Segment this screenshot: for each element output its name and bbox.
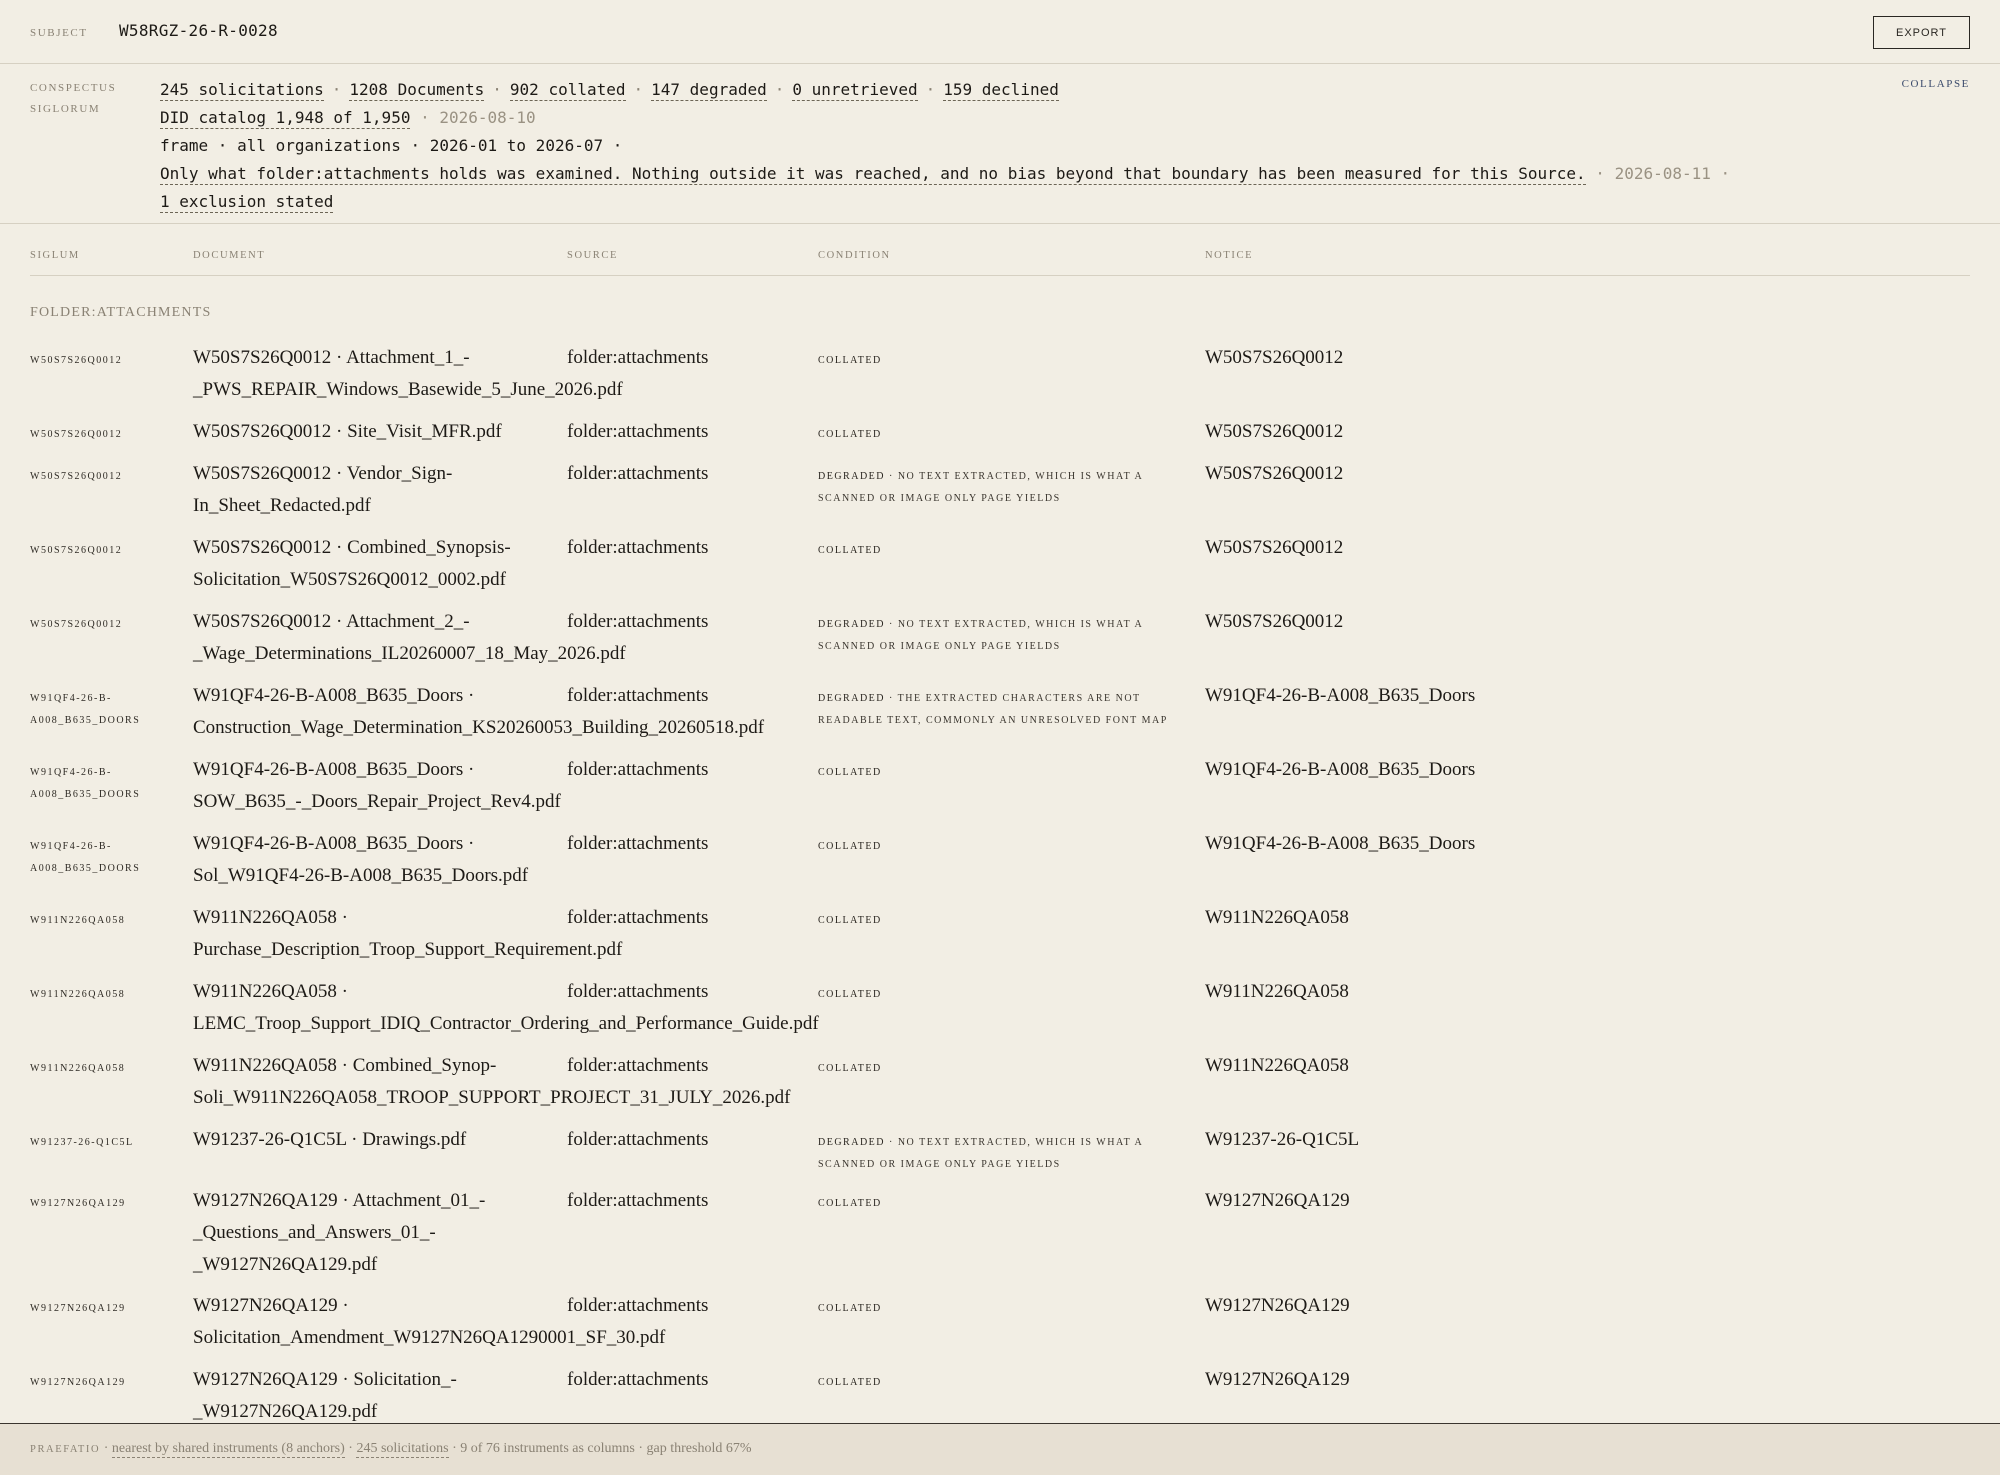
document-name-line: W91QF4-26-B-A008_B635_Doors · [193,759,475,780]
stat-unretrieved[interactable]: 0 unretrieved [792,80,918,99]
condition-status: DEGRADED [818,1137,885,1148]
siglum-cell [30,836,180,880]
condition-status: COLLATED [818,841,882,852]
notice-cell[interactable]: W91QF4-26-B-A008_B635_Doors [1205,759,1476,780]
notice-cell[interactable]: W50S7S26Q0012 [1205,537,1344,558]
export-button[interactable]: EXPORT [1873,16,1970,49]
column-header-notice: NOTICE [1205,250,1254,261]
document-name-line: Solicitation_W50S7S26Q0012_0002.pdf [193,569,506,590]
condition-status: COLLATED [818,355,882,366]
notice-cell[interactable]: W9127N26QA129 [1205,1369,1350,1390]
document-cell[interactable] [193,902,623,966]
siglum-cell [30,350,180,372]
siglum-cell [30,1058,180,1080]
source-cell: folder:attachments [567,907,709,928]
siglum-cell [30,614,180,636]
siglum-cell [30,1298,180,1320]
stats-line: 245 solicitations · 1208 Documents · 902 collated · 147 degraded · 0 unretrieved · 159 declined [160,80,1059,99]
condition-status: DEGRADED [818,619,885,630]
document-name-line: W91QF4-26-B-A008_B635_Doors · [193,833,475,854]
condition-cell [818,910,1188,932]
document-name-line: SOW_B635_-_Doors_Repair_Project_Rev4.pdf [193,791,561,812]
document-cell[interactable] [193,1124,563,1156]
condition-cell [818,1298,1188,1320]
condition-cell [818,984,1188,1006]
document-cell[interactable] [193,976,873,1040]
siglum-line: W91237-26-Q1C5L [30,1137,134,1148]
notice-cell[interactable]: W9127N26QA129 [1205,1190,1350,1211]
source-cell: folder:attachments [567,421,709,442]
condition-note: · NO TEXT EXTRACTED, WHICH IS WHAT A [885,619,1144,630]
scope-date: · 2026-08-11 · [1595,164,1731,183]
condition-cell [818,350,1188,372]
siglum-line: W911N226QA058 [30,915,126,926]
condition-status: COLLATED [818,989,882,1000]
document-name-line: W911N226QA058 · [193,981,348,1002]
document-name-line: In_Sheet_Redacted.pdf [193,495,371,516]
document-name-line: LEMC_Troop_Support_IDIQ_Contractor_Ordering_and_Performance_Guide.pdf [193,1013,819,1034]
document-name-line: _Questions_and_Answers_01_- [193,1222,436,1243]
conspectus-panel [0,64,2000,224]
document-cell[interactable] [193,1290,873,1354]
document-cell[interactable] [193,680,873,744]
document-cell[interactable] [193,416,563,448]
notice-cell[interactable]: W9127N26QA129 [1205,1295,1350,1316]
condition-note-2: SCANNED OR IMAGE ONLY PAGE YIELDS [818,1159,1061,1170]
source-cell: folder:attachments [567,537,709,558]
stat-solicitations[interactable]: 245 solicitations [160,80,324,99]
footer-label: PRAEFATIO [30,1444,101,1455]
notice-cell[interactable]: W91QF4-26-B-A008_B635_Doors [1205,685,1476,706]
source-cell: folder:attachments [567,833,709,854]
notice-cell[interactable]: W911N226QA058 [1205,981,1349,1002]
catalog-link[interactable]: DID catalog 1,948 of 1,950 [160,108,411,127]
condition-note-2: READABLE TEXT, COMMONLY AN UNRESOLVED FONT MAP [818,715,1168,726]
document-name-line: W50S7S26Q0012 · Combined_Synopsis- [193,537,511,558]
condition-status: COLLATED [818,1377,882,1388]
source-cell: folder:attachments [567,347,709,368]
document-name-line: W9127N26QA129 · Solicitation_- [193,1369,457,1390]
stat-collated[interactable]: 902 collated [509,80,626,99]
notice-cell[interactable]: W91237-26-Q1C5L [1205,1129,1360,1150]
condition-cell [818,762,1188,784]
siglum-cell [30,466,180,488]
siglum-line: W50S7S26Q0012 [30,471,123,482]
scope-note[interactable]: Only what folder:attachments holds was examined. Nothing outside it was reached, and no bias beyond that boundary has been measured for this Source. [160,164,1586,183]
source-cell: folder:attachments [567,759,709,780]
siglum-cell [30,540,180,562]
notice-cell[interactable]: W50S7S26Q0012 [1205,611,1344,632]
condition-note-2: SCANNED OR IMAGE ONLY PAGE YIELDS [818,641,1061,652]
condition-status: COLLATED [818,1198,882,1209]
conspectus-label-line2: SIGLORUM [30,103,101,115]
source-cell: folder:attachments [567,1055,709,1076]
condition-status: COLLATED [818,915,882,926]
condition-note-2: SCANNED OR IMAGE ONLY PAGE YIELDS [818,493,1061,504]
subject-label: SUBJECT [30,27,88,39]
siglum-line: W91QF4-26-B- [30,767,112,778]
condition-cell [818,1372,1188,1394]
condition-note: · THE EXTRACTED CHARACTERS ARE NOT [885,693,1141,704]
condition-cell [818,1193,1188,1215]
collapse-button[interactable]: COLLAPSE [1901,78,1970,90]
siglum-line: W50S7S26Q0012 [30,619,123,630]
document-name-line: Soli_W911N226QA058_TROOP_SUPPORT_PROJECT_31_JULY_2026.pdf [193,1087,791,1108]
notice-cell[interactable]: W50S7S26Q0012 [1205,463,1344,484]
condition-status: DEGRADED [818,471,885,482]
footer-sep-2: · [348,1441,353,1456]
condition-cell [818,424,1188,446]
condition-status: COLLATED [818,545,882,556]
siglum-line: W50S7S26Q0012 [30,545,123,556]
document-name-line: W50S7S26Q0012 · Site_Visit_MFR.pdf [193,421,502,442]
document-name-line: _PWS_REPAIR_Windows_Basewide_5_June_2026.pdf [193,379,623,400]
footer-sep: · [103,1441,109,1456]
document-cell[interactable] [193,1050,873,1114]
conspectus-label-line1: CONSPECTUS [30,82,117,94]
condition-cell [818,614,1188,658]
condition-status: COLLATED [818,1063,882,1074]
document-cell[interactable] [193,342,623,406]
siglum-cell [30,1193,180,1215]
footer-solicitations-link[interactable]: 245 solicitations [356,1441,449,1456]
siglum-cell [30,762,180,806]
document-name-line: _W9127N26QA129.pdf [193,1254,378,1275]
document-cell[interactable] [193,606,626,670]
siglum-line-2: A008_B635_DOORS [30,715,141,726]
document-name-line: Sol_W91QF4-26-B-A008_B635_Doors.pdf [193,865,529,886]
siglum-line: W50S7S26Q0012 [30,355,123,366]
document-name-line: W50S7S26Q0012 · Vendor_Sign- [193,463,453,484]
footer-nearest-link[interactable]: nearest by shared instruments (8 anchors) [111,1441,345,1456]
document-name-line: W91237-26-Q1C5L · Drawings.pdf [193,1129,467,1150]
notice-cell[interactable]: W91QF4-26-B-A008_B635_Doors [1205,833,1476,854]
siglum-cell [30,1372,180,1394]
document-name-line: Construction_Wage_Determination_KS20260053_Building_20260518.pdf [193,717,765,738]
stat-documents[interactable]: 1208 Documents [349,80,485,99]
siglum-line: W91QF4-26-B- [30,841,112,852]
conspectus-body [160,76,1730,216]
catalog-date: · 2026-08-10 [420,108,536,127]
subject-value: W58RGZ-26-R-0028 [119,21,278,40]
document-cell[interactable] [193,1364,563,1428]
group-label: FOLDER:ATTACHMENTS [30,305,212,320]
exclusions-line [160,188,1730,216]
conspectus-label [30,78,116,120]
catalog-line [160,104,1730,132]
siglum-cell [30,688,180,732]
exclusions-link[interactable]: 1 exclusion stated [160,192,334,211]
siglum-line: W9127N26QA129 [30,1198,126,1209]
stat-declined[interactable]: 159 declined [943,80,1059,99]
column-header-condition: CONDITION [818,250,891,261]
siglum-line: W911N226QA058 [30,989,126,1000]
siglum-cell [30,984,180,1006]
notice-cell[interactable]: W50S7S26Q0012 [1205,421,1344,442]
document-cell[interactable] [193,828,563,892]
column-header-source: SOURCE [567,250,619,261]
condition-cell [818,1132,1188,1176]
document-name-line: W9127N26QA129 · [193,1295,349,1316]
document-name-line: _W9127N26QA129.pdf [193,1401,378,1422]
condition-note: · NO TEXT EXTRACTED, WHICH IS WHAT A [885,471,1144,482]
condition-cell [818,1058,1188,1080]
siglum-line-2: A008_B635_DOORS [30,789,141,800]
document-cell[interactable] [193,754,563,818]
column-header-document: DOCUMENT [193,250,266,261]
condition-cell [818,836,1188,858]
notice-cell[interactable]: W50S7S26Q0012 [1205,347,1344,368]
siglum-line: W9127N26QA129 [30,1303,126,1314]
siglum-cell [30,910,180,932]
siglum-line-2: A008_B635_DOORS [30,863,141,874]
notice-cell[interactable]: W911N226QA058 [1205,907,1349,928]
document-cell[interactable] [193,532,563,596]
condition-status: DEGRADED [818,693,885,704]
condition-cell [818,466,1188,510]
condition-cell [818,540,1188,562]
source-cell: folder:attachments [567,1129,709,1150]
document-name-line: W911N226QA058 · Combined_Synop- [193,1055,497,1076]
source-cell: folder:attachments [567,981,709,1002]
siglum-line: W50S7S26Q0012 [30,429,123,440]
document-name-line: _Wage_Determinations_IL20260007_18_May_2026.pdf [193,643,626,664]
source-cell: folder:attachments [567,1190,709,1211]
frame-line: frame · all organizations · 2026-01 to 2026-07 · [160,136,623,155]
footer-rest: · 9 of 76 instruments as columns · gap threshold 67% [452,1441,752,1456]
source-cell: folder:attachments [567,1295,709,1316]
stat-degraded[interactable]: 147 degraded [651,80,767,99]
subject-header [0,0,2000,64]
source-cell: folder:attachments [567,611,709,632]
condition-status: COLLATED [818,429,882,440]
source-cell: folder:attachments [567,463,709,484]
siglum-cell [30,1132,180,1154]
table-header [30,224,1970,276]
document-name-line: W9127N26QA129 · Attachment_01_- [193,1190,486,1211]
document-name-line: Purchase_Description_Troop_Support_Requirement.pdf [193,939,623,960]
document-name-line: W91QF4-26-B-A008_B635_Doors · [193,685,475,706]
condition-status: COLLATED [818,767,882,778]
siglum-line: W91QF4-26-B- [30,693,112,704]
document-name-line: W50S7S26Q0012 · Attachment_1_- [193,347,470,368]
condition-cell [818,688,1188,732]
column-header-siglum: SIGLUM [30,250,80,261]
scope-line [160,160,1730,188]
document-cell[interactable] [193,458,563,522]
siglum-cell [30,424,180,446]
source-cell: folder:attachments [567,685,709,706]
document-cell[interactable] [193,1185,563,1281]
siglum-line: W9127N26QA129 [30,1377,126,1388]
condition-status: COLLATED [818,1303,882,1314]
document-name-line: W911N226QA058 · [193,907,348,928]
siglum-line: W911N226QA058 [30,1063,126,1074]
document-name-line: Solicitation_Amendment_W9127N26QA1290001_SF_30.pdf [193,1327,666,1348]
notice-cell[interactable]: W911N226QA058 [1205,1055,1349,1076]
source-cell: folder:attachments [567,1369,709,1390]
condition-note: · NO TEXT EXTRACTED, WHICH IS WHAT A [885,1137,1144,1148]
praefatio-footer [0,1423,2000,1475]
document-name-line: W50S7S26Q0012 · Attachment_2_- [193,611,470,632]
